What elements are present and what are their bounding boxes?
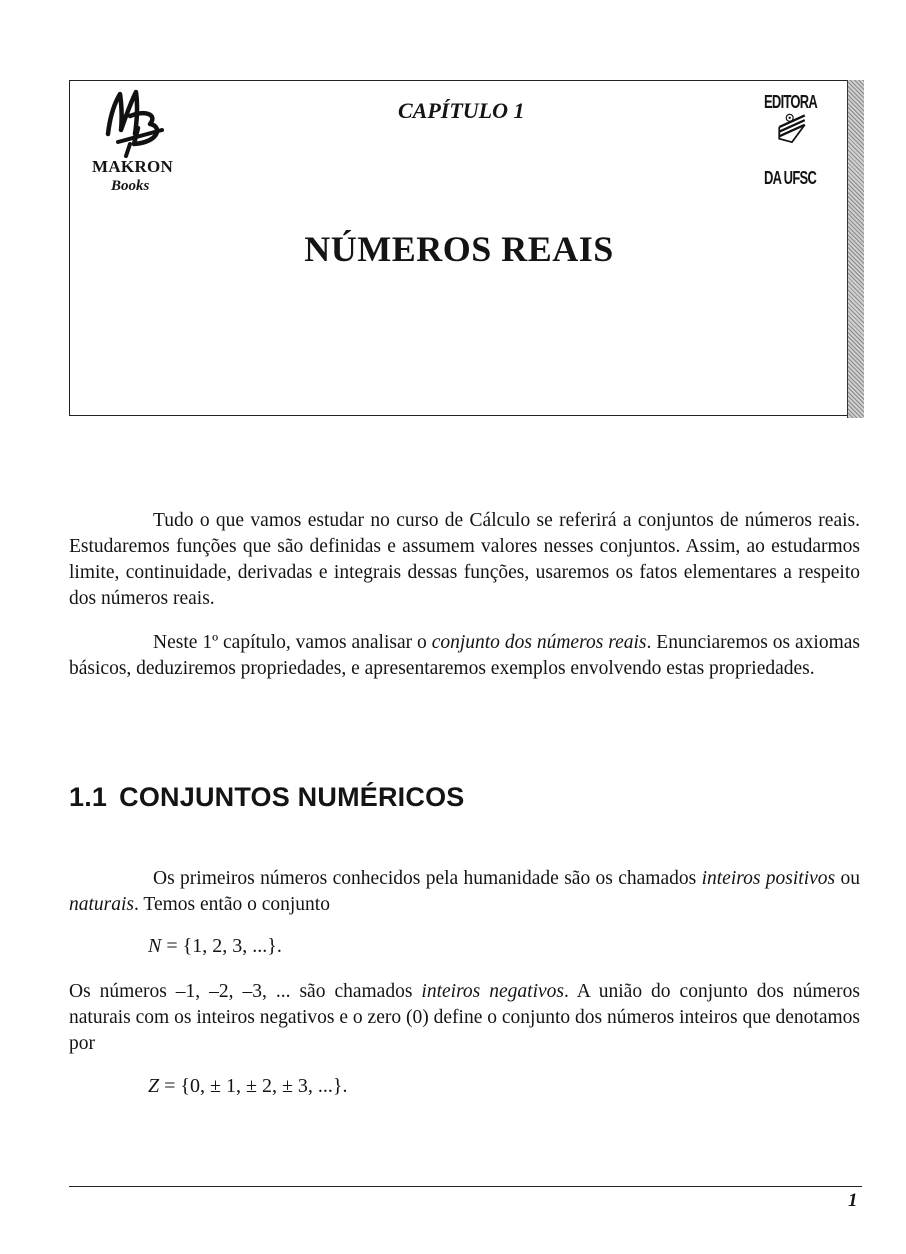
formula-integers: Z = {0, ± 1, ± 2, ± 3, ...}. bbox=[148, 1075, 348, 1097]
intro-paragraph-2: Neste 1º capítulo, vamos analisar o conjunto dos números reais. Enunciaremos os axiomas básicos, deduziremos propriedades, e apresentaremos exemplos envolvendo estas propriedades. bbox=[69, 632, 860, 679]
section-heading bbox=[69, 782, 464, 813]
editora-book-icon bbox=[762, 112, 822, 170]
chapter-title: NÚMEROS REAIS bbox=[304, 229, 614, 269]
decorative-shaded-bar bbox=[847, 80, 864, 418]
makron-logo-icon bbox=[100, 86, 170, 158]
section-number: 1.1 bbox=[69, 782, 108, 812]
publisher-name: MAKRON bbox=[92, 157, 174, 176]
body-paragraph-naturals: Os primeiros números conhecidos pela humanidade são os chamados inteiros positivos ou naturais. Temos então o conjunto bbox=[69, 868, 860, 915]
emphasis-real-numbers-set: conjunto dos números reais bbox=[431, 632, 647, 653]
section-title: CONJUNTOS NUMÉRICOS bbox=[119, 782, 465, 812]
chapter-label: CAPÍTULO 1 bbox=[398, 98, 525, 123]
page-number: 1 bbox=[848, 1190, 858, 1211]
body-paragraph-integers: Os números –1, –2, –3, ... são chamados inteiros negativos. A união do conjunto dos números naturais com os inteiros negativos e o zero (0) define o conjunto dos números inteiros que denotamos por bbox=[69, 981, 860, 1054]
footer-rule bbox=[69, 1186, 862, 1187]
editora-logo-top-text: EDITORA bbox=[764, 92, 818, 112]
editora-logo-bottom-text: DA UFSC bbox=[764, 168, 817, 188]
formula-natural-numbers: N = {1, 2, 3, ...}. bbox=[148, 935, 282, 957]
publisher-subtitle: Books bbox=[111, 178, 150, 194]
intro-paragraph-1: Tudo o que vamos estudar no curso de Cálculo se referirá a conjuntos de números reais. Estudaremos funções que são definidas e assumem valores nesses conjuntos. Assim, ao estudarmos limite, continuidade, derivadas e integrais dessas funções, usaremos os fatos elementares a respeito dos números reais. bbox=[69, 510, 860, 609]
